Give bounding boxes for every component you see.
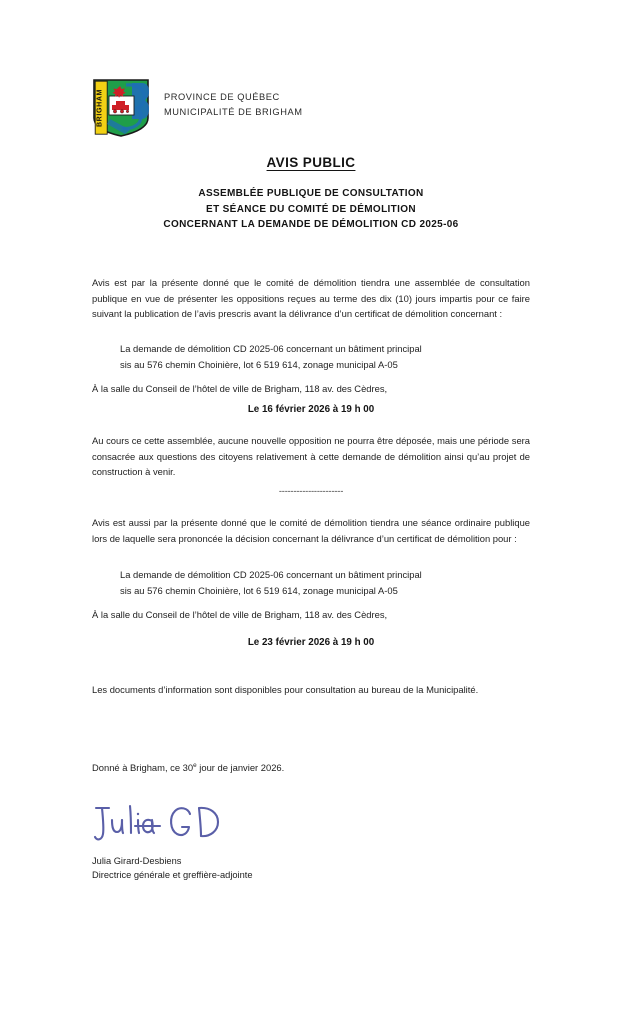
meeting-date-1: Le 16 février 2026 à 19 h 00 <box>247 404 375 415</box>
municipality-line: MUNICIPALITÉ DE BRIGHAM <box>164 106 303 117</box>
demolition-request-2-line-1: La demande de démolition CD 2025-06 concernant un bâtiment principal <box>120 569 422 580</box>
brigham-coat-of-arms-icon <box>92 78 150 138</box>
section-divider: ---------------------- <box>278 485 344 496</box>
svg-text:BRIGHAM: BRIGHAM <box>95 88 104 128</box>
paragraph-documents-availability: Les documents d’information sont disponibles pour consultation au bureau de la Municipalité. <box>92 684 479 695</box>
closing-prefix: Donné à Brigham, ce 30 <box>92 762 194 773</box>
demolition-request-1-line-2: sis au 576 chemin Choinière, lot 6 519 614, zonage municipal A-05 <box>120 359 398 370</box>
document-subtitle <box>0 186 622 233</box>
province-line: PROVINCE DE QUÉBEC <box>164 92 280 102</box>
signatory-name: Julia Girard-Desbiens <box>92 856 182 866</box>
letterhead <box>92 78 303 138</box>
page-title <box>0 155 622 170</box>
paragraph-assembly-rules: Au cours ce cette assemblée, aucune nouvelle opposition ne pourra être déposée, mais une période sera consacrée aux questions des citoyens relativement à cette demande de démolition ainsi qu’au projet de construction à venir. <box>92 435 530 478</box>
venue-line-1: À la salle du Conseil de l’hôtel de ville de Brigham, 118 av. des Cèdres, <box>92 383 388 394</box>
venue-line-2: À la salle du Conseil de l’hôtel de ville de Brigham, 118 av. des Cèdres, <box>92 609 388 620</box>
handwritten-signature-icon <box>92 800 242 852</box>
paragraph-notice-decision: Avis est aussi par la présente donné que le comité de démolition tiendra une séance ordinaire publique lors de laquelle sera prononcée la décision concernant la délivrance d’un certificat de démolition pour : <box>92 517 530 544</box>
subtitle-line-3: CONCERNANT LA DEMANDE DE DÉMOLITION CD 2025-06 <box>163 219 459 230</box>
signature-block <box>92 800 392 882</box>
page-title-text: AVIS PUBLIC <box>266 155 356 170</box>
subtitle-line-2: ET SÉANCE DU COMITÉ DE DÉMOLITION <box>206 203 416 215</box>
closing-ordinal: e <box>193 761 197 769</box>
closing-given-line <box>92 760 530 776</box>
organization-lines <box>164 78 303 119</box>
demolition-request-2-line-2: sis au 576 chemin Choinière, lot 6 519 614, zonage municipal A-05 <box>120 585 398 596</box>
subtitle-line-1: ASSEMBLÉE PUBLIQUE DE CONSULTATION <box>198 188 424 199</box>
meeting-date-2: Le 23 février 2026 à 19 h 00 <box>247 637 375 648</box>
demolition-request-1-line-1: La demande de démolition CD 2025-06 concernant un bâtiment principal <box>120 343 422 354</box>
closing-suffix: jour de janvier 2026. <box>199 762 285 773</box>
signatory-role: Directrice générale et greffière-adjointe <box>92 870 253 880</box>
paragraph-notice-consultation: Avis est par la présente donné que le comité de démolition tiendra une assemblée de consultation publique en vue de présenter les oppositions reçues au terme des dix (10) jours impartis pour ce faire suivant la publication de l’avis prescris avant la délivrance d’un certificat de démolition concernant : <box>92 277 530 320</box>
